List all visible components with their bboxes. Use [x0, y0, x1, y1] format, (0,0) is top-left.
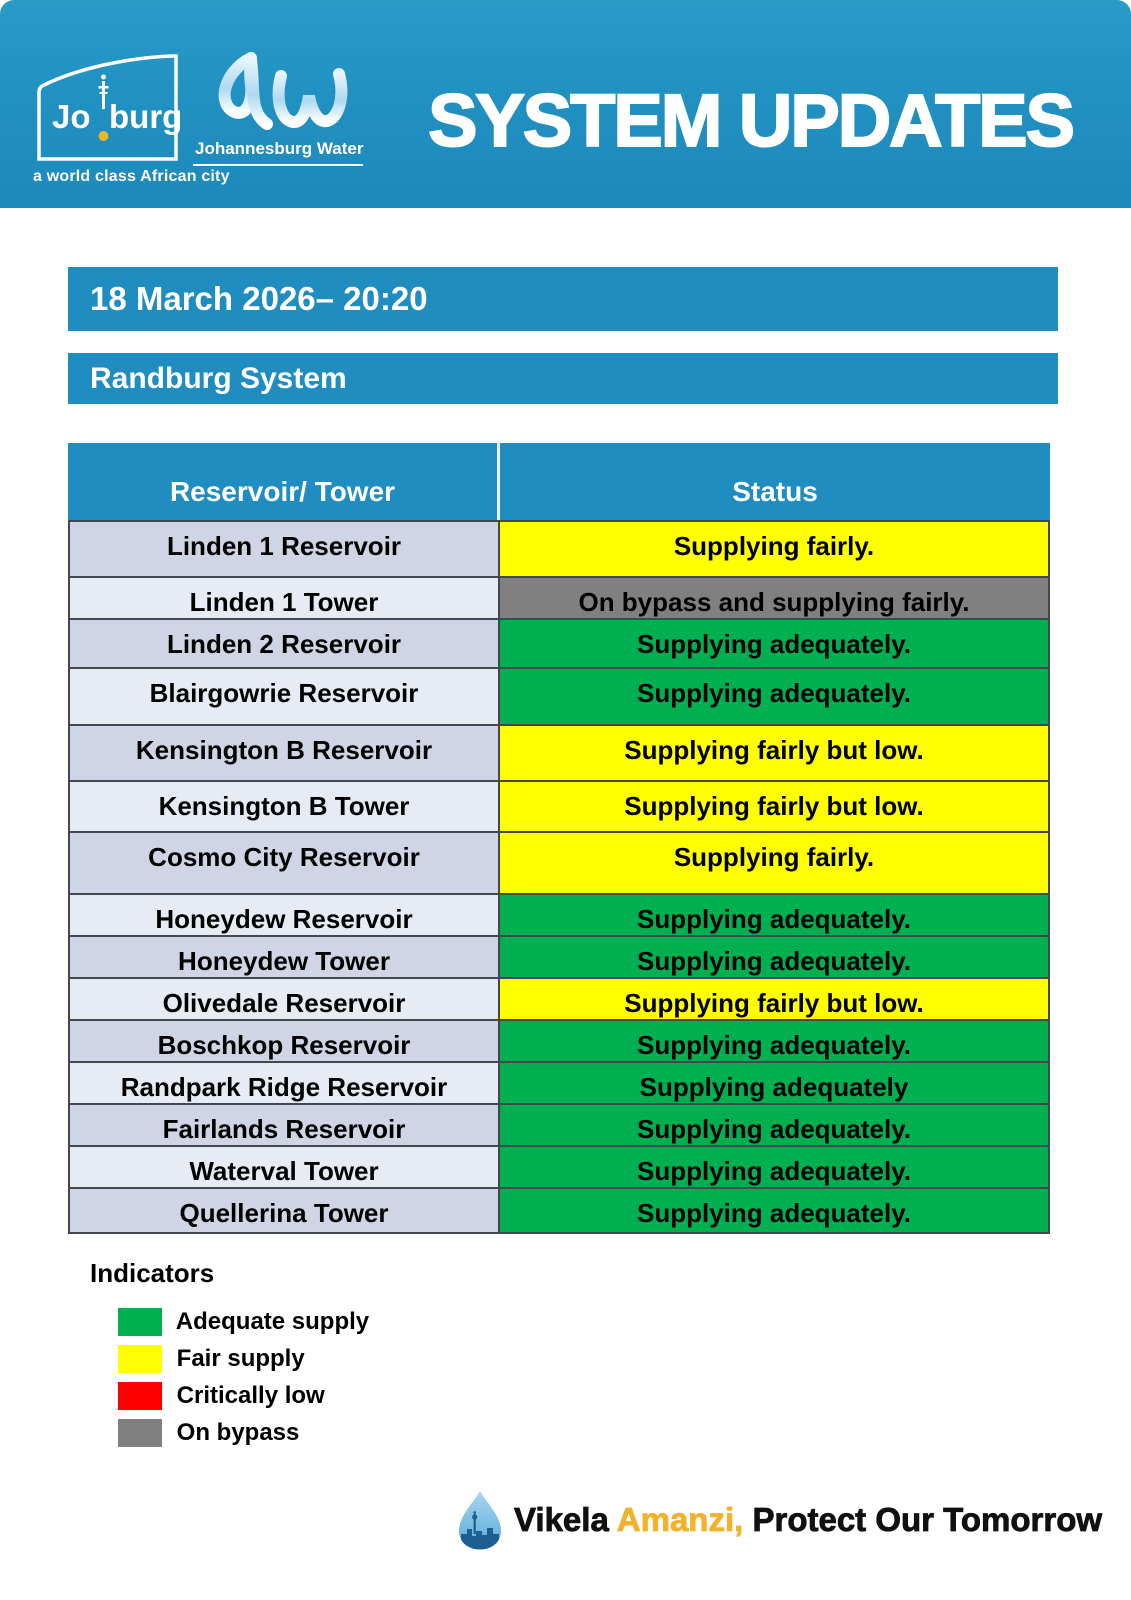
legend-color-swatch [118, 1345, 162, 1373]
slogan-part-2: Protect Our Tomorrow [743, 1501, 1103, 1538]
legend-color-swatch [118, 1382, 162, 1410]
legend-label: Fair supply [170, 1344, 305, 1372]
reservoir-name: Cosmo City Reservoir [70, 833, 500, 893]
status-cell: Supplying adequately. [500, 1147, 1048, 1187]
reservoir-name: Fairlands Reservoir [70, 1105, 500, 1145]
legend-item [118, 1414, 369, 1451]
table-row [70, 831, 1048, 893]
status-cell: On bypass and supplying fairly. [500, 578, 1048, 618]
joburg-tagline: a world class African city [33, 168, 230, 185]
table-row [70, 1061, 1048, 1103]
legend-color-swatch [118, 1308, 162, 1336]
legend-label: On bypass [170, 1418, 300, 1446]
status-cell: Supplying adequately. [500, 937, 1048, 977]
legend-item [118, 1340, 369, 1377]
joburg-logo [35, 52, 180, 167]
status-cell: Supplying adequately. [500, 1021, 1048, 1061]
table-row [70, 1187, 1048, 1232]
water-drop-icon [458, 1490, 502, 1550]
table-row [70, 1145, 1048, 1187]
table-row [70, 935, 1048, 977]
table-row [70, 522, 1048, 576]
table-row [70, 667, 1048, 724]
status-cell: Supplying fairly but low. [500, 726, 1048, 780]
table-body [68, 520, 1050, 1234]
system-name: Randburg System [90, 361, 347, 395]
reservoir-name: Waterval Tower [70, 1147, 500, 1187]
water-swoosh-icon [193, 46, 363, 138]
status-cell: Supplying adequately. [500, 620, 1048, 667]
status-cell: Supplying adequately. [500, 1189, 1048, 1232]
reservoir-name: Linden 2 Reservoir [70, 620, 500, 667]
slogan-part-1: Vikela [514, 1501, 617, 1538]
status-table [68, 443, 1050, 1234]
indicators-title: Indicators [90, 1258, 215, 1288]
reservoir-name: Randpark Ridge Reservoir [70, 1063, 500, 1103]
table-row [70, 618, 1048, 667]
table-row [70, 780, 1048, 831]
reservoir-name: Honeydew Reservoir [70, 895, 500, 935]
legend-color-swatch [118, 1419, 162, 1447]
joburg-logo-icon [35, 52, 180, 162]
header-banner [0, 0, 1131, 208]
status-cell: Supplying fairly. [500, 522, 1048, 576]
reservoir-name: Honeydew Tower [70, 937, 500, 977]
reservoir-name: Olivedale Reservoir [70, 979, 500, 1019]
indicators-items [90, 1303, 369, 1451]
status-cell: Supplying adequately [500, 1063, 1048, 1103]
system-banner [68, 353, 1058, 404]
reservoir-name: Linden 1 Tower [70, 578, 500, 618]
legend-label: Adequate supply [170, 1307, 370, 1335]
reservoir-name: Blairgowrie Reservoir [70, 669, 500, 724]
table-row [70, 724, 1048, 780]
table-row [70, 1019, 1048, 1061]
status-cell: Supplying adequately. [500, 669, 1048, 724]
legend-item [118, 1303, 369, 1340]
legend-item [118, 1377, 369, 1414]
svg-text:burg: burg [109, 98, 180, 135]
footer-slogan [458, 1490, 1102, 1550]
date-text: 18 March 2026– 20:20 [90, 280, 428, 317]
column-header-reservoir: Reservoir/ Tower [68, 443, 500, 520]
status-cell: Supplying fairly but low. [500, 979, 1048, 1019]
legend-label: Critically low [170, 1381, 325, 1409]
status-cell: Supplying adequately. [500, 895, 1048, 935]
reservoir-name: Quellerina Tower [70, 1189, 500, 1232]
slogan-accent: Amanzi, [616, 1501, 744, 1538]
svg-text:Jo: Jo [52, 98, 91, 135]
table-row [70, 893, 1048, 935]
status-cell: Supplying fairly but low. [500, 782, 1048, 831]
table-header-row [68, 443, 1050, 520]
reservoir-name: Boschkop Reservoir [70, 1021, 500, 1061]
status-cell: Supplying fairly. [500, 833, 1048, 893]
reservoir-name: Kensington B Tower [70, 782, 500, 831]
table-row [70, 977, 1048, 1019]
table-row [70, 1103, 1048, 1145]
table-row [70, 576, 1048, 618]
indicators-legend [90, 1258, 369, 1451]
reservoir-name: Linden 1 Reservoir [70, 522, 500, 576]
water-brand-name: Johannesburg Water [193, 139, 363, 166]
reservoir-name: Kensington B Reservoir [70, 726, 500, 780]
date-banner [68, 267, 1058, 331]
status-cell: Supplying adequately. [500, 1105, 1048, 1145]
column-header-status: Status [732, 476, 818, 507]
slogan-text [514, 1501, 1102, 1539]
johannesburg-water-logo [193, 46, 363, 166]
page-title: SYSTEM UPDATES [428, 79, 1073, 162]
